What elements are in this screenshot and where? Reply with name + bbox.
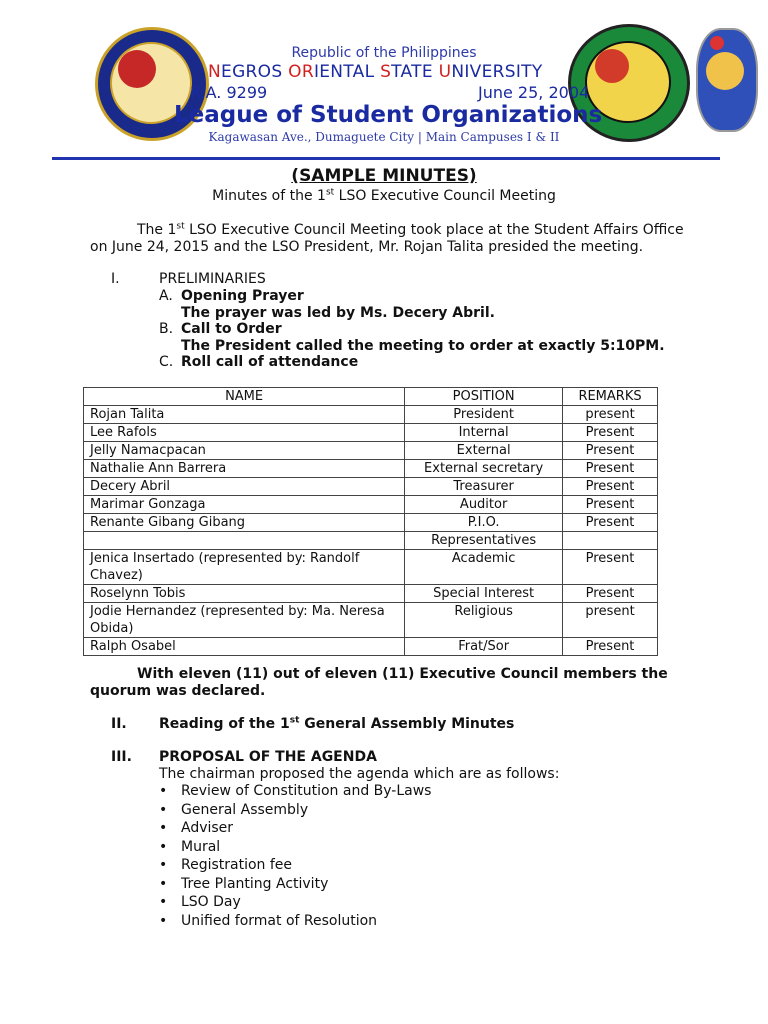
item-c-label: C. — [159, 354, 174, 370]
bullet-icon: • — [159, 801, 168, 818]
section-2-number: II. — [111, 716, 127, 732]
item-a-text: The prayer was led by Ms. Decery Abril. — [181, 305, 495, 321]
remarks-cell: Present — [563, 585, 658, 603]
table-row — [84, 478, 658, 496]
quorum-line-2: quorum was declared. — [90, 683, 266, 699]
university-name — [208, 62, 543, 82]
name-cell: Decery Abril — [84, 478, 405, 496]
agenda-item: General Assembly — [181, 801, 309, 818]
bullet-icon: • — [159, 838, 168, 855]
ra-number: R.A. 9299 — [190, 83, 268, 102]
table-header-row — [84, 388, 658, 406]
name-cell — [84, 532, 405, 550]
position-cell: Auditor — [405, 496, 563, 514]
bullet-icon: • — [159, 783, 168, 799]
section-3-number: III. — [111, 749, 132, 765]
header-name: NAME — [84, 388, 405, 406]
header-remarks: REMARKS — [563, 388, 658, 406]
organization-name: League of Student Organizations — [174, 102, 603, 128]
table-row — [84, 532, 658, 550]
position-cell: Internal — [405, 424, 563, 442]
remarks-cell: Present — [563, 442, 658, 460]
university-name-part: IENTAL — [313, 62, 381, 82]
section-2-title: Reading of the 1st General Assembly Minutes — [159, 715, 515, 732]
remarks-cell: Present — [563, 496, 658, 514]
document-title: (SAMPLE MINUTES) — [291, 166, 477, 186]
position-cell: P.I.O. — [405, 514, 563, 532]
remarks-cell: Present — [563, 638, 658, 656]
item-a-label: A. — [159, 288, 173, 304]
agenda-item: Registration fee — [181, 857, 293, 873]
student-government-logo — [696, 28, 758, 132]
republic-line: Republic of the Philippines — [291, 45, 477, 61]
table-row — [84, 442, 658, 460]
item-b-label: B. — [159, 321, 174, 337]
agenda-item: Unified format of Resolution — [181, 912, 378, 929]
name-cell: Jenica Insertado (represented by: Randolf Chavez) — [84, 550, 405, 585]
document-subtitle: Minutes of the 1st LSO Executive Council Meeting — [212, 187, 556, 204]
position-cell: External — [405, 442, 563, 460]
remarks-cell: present — [563, 603, 658, 638]
item-b-text: The President called the meeting to order at exactly 5:10PM. — [181, 338, 665, 354]
remarks-cell: Present — [563, 424, 658, 442]
header-divider — [52, 157, 720, 160]
remarks-cell: Present — [563, 514, 658, 532]
agenda-item: Tree Planting Activity — [181, 875, 329, 892]
remarks-cell: Present — [563, 478, 658, 496]
section-3-text: The chairman proposed the agenda which are as follows: — [159, 766, 560, 782]
name-cell: Roselynn Tobis — [84, 585, 405, 603]
table-row — [84, 460, 658, 478]
position-cell: Representatives — [405, 532, 563, 550]
section-1-title: PRELIMINARIES — [159, 271, 266, 287]
university-name-part: N — [208, 62, 222, 82]
university-name-part: S — [380, 62, 392, 82]
name-cell: Renante Gibang Gibang — [84, 514, 405, 532]
item-c-title: Roll call of attendance — [181, 354, 359, 370]
attendance-table — [83, 387, 658, 656]
name-cell: Jelly Namacpacan — [84, 442, 405, 460]
position-cell: Academic — [405, 550, 563, 585]
table-row — [84, 496, 658, 514]
remarks-cell: Present — [563, 460, 658, 478]
university-name-part: OR — [288, 62, 314, 82]
name-cell: Jodie Hernandez (represented by: Ma. Neresa Obida) — [84, 603, 405, 638]
university-name-part: EGROS — [221, 62, 289, 82]
remarks-cell — [563, 532, 658, 550]
agenda-item: Adviser — [181, 820, 234, 836]
table-row — [84, 550, 658, 585]
table-row — [84, 585, 658, 603]
position-cell: Religious — [405, 603, 563, 638]
bullet-icon: • — [159, 912, 168, 929]
bullet-icon: • — [159, 820, 168, 836]
item-a-title: Opening Prayer — [181, 288, 304, 304]
bullet-icon: • — [159, 875, 168, 892]
remarks-cell: present — [563, 406, 658, 424]
university-name-part: TATE — [391, 62, 439, 82]
address-line: Kagawasan Ave., Dumaguete City | Main Campuses I & II — [208, 130, 560, 144]
name-cell: Ralph Osabel — [84, 638, 405, 656]
agenda-item: Review of Constitution and By-Laws — [181, 783, 432, 799]
table-row — [84, 603, 658, 638]
table-row — [84, 424, 658, 442]
bullet-icon: • — [159, 894, 168, 910]
header-position: POSITION — [405, 388, 563, 406]
agenda-item: LSO Day — [181, 894, 241, 910]
position-cell: Frat/Sor — [405, 638, 563, 656]
position-cell: President — [405, 406, 563, 424]
name-cell: Marimar Gonzaga — [84, 496, 405, 514]
quorum-line-1: With eleven (11) out of eleven (11) Executive Council members the — [137, 666, 668, 682]
name-cell: Nathalie Ann Barrera — [84, 460, 405, 478]
university-name-part: U — [438, 62, 452, 82]
table-row — [84, 638, 658, 656]
position-cell: Treasurer — [405, 478, 563, 496]
table-row — [84, 514, 658, 532]
agenda-item: Mural — [181, 838, 221, 855]
university-name-part: NIVERSITY — [451, 62, 543, 82]
bullet-icon: • — [159, 857, 168, 873]
position-cell: External secretary — [405, 460, 563, 478]
position-cell: Special Interest — [405, 585, 563, 603]
remarks-cell: Present — [563, 550, 658, 585]
name-cell: Rojan Talita — [84, 406, 405, 424]
section-1-number: I. — [111, 271, 120, 287]
intro-line-2: on June 24, 2015 and the LSO President, Mr. Rojan Talita presided the meeting. — [90, 239, 644, 255]
founding-date: June 25, 2004 — [478, 83, 590, 102]
table-row — [84, 406, 658, 424]
intro-line-1: The 1st LSO Executive Council Meeting took place at the Student Affairs Office — [137, 221, 684, 238]
item-b-title: Call to Order — [181, 321, 282, 337]
section-3-title: PROPOSAL OF THE AGENDA — [159, 749, 377, 765]
name-cell: Lee Rafols — [84, 424, 405, 442]
